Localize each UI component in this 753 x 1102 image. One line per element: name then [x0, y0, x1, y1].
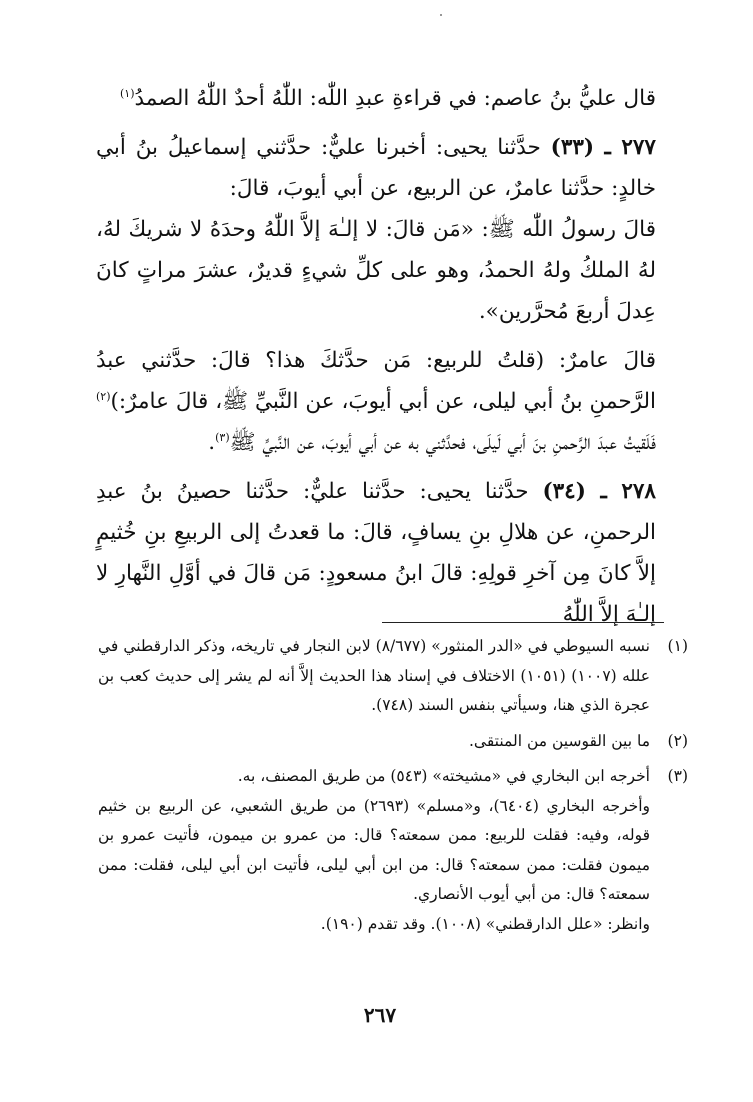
footnote-marker-1: (١) [667, 637, 688, 655]
main-text [96, 78, 656, 635]
footnote-2-line-1: ما بين القوسين من المنتقى. [469, 731, 650, 750]
hadith-number-277: ٢٧٧ ـ (٣٣) [550, 135, 656, 160]
hadith-278-text: حدَّثنا يحيى: حدَّثنا عليٌّ: حدَّثنا حصينُ بنُ عبدِ الرحمنِ، عن هلالِ بنِ يسافٍ، قالَ: ما قعدتُ إلى الربيعِ بنِ خُثيمٍ إلاَّ كانَ مِن آخرِ قولِهِ: قالَ ابنُ مسعودٍ: مَن قالَ في أوَّلِ النَّهارِ لا إلـٰهَ إلاَّ اللّٰهُ [96, 479, 656, 627]
footnote-body-2 [98, 727, 650, 757]
footnote-ref-1: (١) [119, 86, 135, 100]
hadith-277 [96, 127, 656, 209]
footnote-marker-2: (٢) [667, 731, 688, 750]
footnote-3-line-3: وانظر: «علل الدارقطني» (١٠٠٨). وقد تقدم (١٩٠). [320, 914, 650, 933]
footnote-ref-3: (٣) [215, 430, 230, 444]
footnote-2 [98, 727, 688, 757]
footnote-1 [98, 632, 688, 721]
footnote-body-3 [98, 762, 650, 939]
hadith-277-matn-text: قالَ رسولُ اللّٰه ﷺ: «مَن قالَ: لا إلـٰهَ إلاَّ اللّٰهُ وحدَهُ لا شريكَ لهُ، لهُ الملكُ ولهُ الحمدُ، وهو على كلِّ شيءٍ قديرٌ، عشرَ مراتٍ كانَ عِدلَ أربعَ مُحرَّرين». [96, 217, 656, 324]
footnote-divider [382, 622, 664, 623]
scan-mark [440, 14, 442, 16]
hadith-277-text: حدَّثنا يحيى: أخبرنا عليٌّ: حدَّثني إسماعيلُ بنُ أبي خالدٍ: حدَّثنا عامرٌ، عن الربيع، عن أبي أيوبَ، قالَ: [96, 135, 656, 201]
footnote-3-line-2: وأخرجه البخاري (٦٤٠٤)، و«مسلم» (٢٦٩٣) من طريق الشعبي، عن الربيع بن خثيم قوله، وفيه: فقلت للربيع: ممن سمعته؟ قال: من عمرو بن ميمون، فأتيت عمرو بن ميمون فقلت: ممن سمعته؟ قال: من ابن أبي ليلى، فأتيت ابن أبي ليلى، فقلت: ممن سمعته؟ قال: من أبي أيوب الأنصاري. [98, 796, 650, 903]
hadith-277-note-b: فَلَقيتُ عبدَ الرَّحمنِ بنَ أبي لَيلَى، فحدَّثني به عن أبي أيوبَ، عن النَّبيِّ ﷺ [229, 430, 656, 455]
hadith-278 [96, 471, 656, 635]
footnotes [98, 632, 688, 939]
footnote-3-line-1: أخرجه ابن البخاري في «مشيخته» (٥٤٣) من طريق المصنف، به. [237, 767, 650, 785]
footnote-1-line-1: نسبه السيوطي في «الدر المنثور» (٨/٦٧٧) لابن النجار في تاريخه، وذكر الدارقطني في علله (١٠٠٧) (١٠٥١) الاختلاف في إسناد هذا الحديث إلاَّ أنه لم يشر إلى حديث كعب بن عجرة الذي هنا، وسيأتي بنفس السند (٧٤٨). [98, 637, 651, 714]
footnote-marker-3: (٣) [667, 767, 688, 785]
footnote-3 [98, 762, 688, 939]
paragraph-1 [96, 78, 656, 119]
paragraph-1-text: قال عليُّ بنُ عاصم: في قراءةِ عبدِ اللّٰه: اللّٰهُ أحدٌ اللّٰهُ الصمدُ [134, 86, 656, 111]
page-number: ٢٦٧ [363, 1003, 397, 1027]
footnote-ref-2: (٢) [96, 389, 111, 403]
hadith-277-note: قالَ عامرٌ: (قلتُ للربيع: مَن حدَّثكَ هذا؟ قالَ: حدَّثني عبدُ الرَّحمنِ بنُ أبي ليلى، عن أبي أيوبَ، عن النَّبيِّ ﷺ، قالَ عامرٌ:)$^{(٢)}$ فَلَقيتُ عبدَ الرَّحمنِ بنَ أبي لَيلَى، فحدَّثني به عن أبي أيوبَ، عن النَّبيِّ ﷺ$^{(٣)}$. [96, 348, 656, 455]
footnote-body-1 [98, 632, 650, 721]
hadith-277-note-a: قالَ عامرٌ: (قلتُ للربيع: مَن حدَّثكَ هذا؟ قالَ: حدَّثني عبدُ الرَّحمنِ بنُ أبي ليلى، عن أبي أيوبَ، عن النَّبيِّ ﷺ، قالَ عامرٌ:) [96, 348, 656, 414]
hadith-277-matn [96, 209, 656, 332]
hadith-number-278: ٢٧٨ ـ (٣٤) [542, 479, 656, 504]
